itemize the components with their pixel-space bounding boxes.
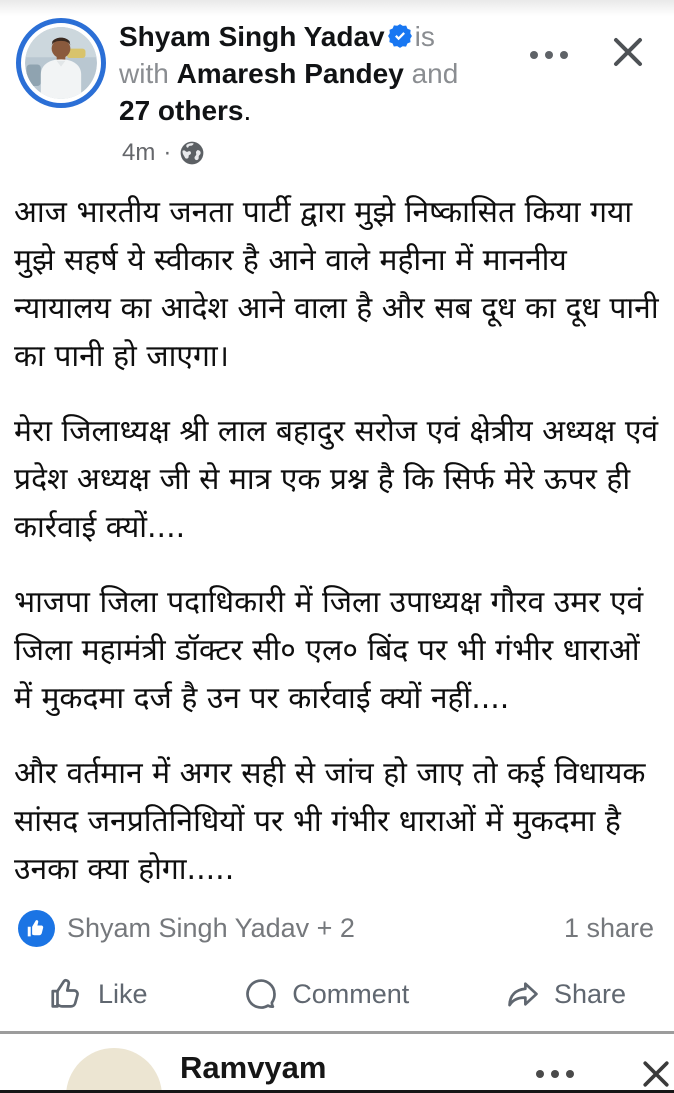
- social-proof-row: [0, 894, 674, 947]
- verified-badge-icon: [387, 21, 413, 47]
- and-label: and: [411, 58, 459, 89]
- action-bar: [0, 947, 674, 1013]
- with-label: with: [119, 58, 169, 89]
- close-icon[interactable]: [608, 32, 648, 77]
- more-options-icon[interactable]: [528, 45, 570, 65]
- share-count[interactable]: 1 share: [563, 913, 654, 943]
- post-header: [0, 18, 674, 129]
- post-paragraph: भाजपा जिला पदाधिकारी में जिला उपाध्यक्ष गौरव उमर एवं जिला महामंत्री डॉक्टर सी० एल० बिंद पर भी गंभीर धाराओं में मुकदमा दर्ज है उन पर कार्रवाई क्यों नहीं....: [14, 585, 644, 716]
- next-post-author-name[interactable]: Ramvyam: [180, 1050, 327, 1085]
- timestamp-row: [0, 129, 674, 167]
- like-button[interactable]: [48, 975, 148, 1013]
- author-name[interactable]: Shyam Singh Yadav: [119, 21, 385, 52]
- comment-icon: [242, 975, 280, 1013]
- timestamp-dot: ·: [163, 139, 172, 166]
- share-icon: [504, 975, 542, 1013]
- like-button-label: Like: [98, 978, 148, 1009]
- comment-button-label: Comment: [292, 978, 410, 1009]
- next-post-close-icon[interactable]: [638, 1056, 674, 1093]
- share-button[interactable]: [504, 975, 626, 1013]
- post-paragraph: मेरा जिलाध्यक्ष श्री लाल बहादुर सरोज एवं क्षेत्रीय अध्यक्ष एवं प्रदेश अध्यक्ष जी से मात्र एक प्रश्न है कि सिर्फ मेरे ऊपर ही कार्रवाई क्यों....: [14, 414, 659, 545]
- next-post-more-options-icon[interactable]: [536, 1070, 574, 1078]
- others-count-link[interactable]: 27 others: [119, 95, 244, 126]
- post-paragraph: आज भारतीय जनता पार्टी द्वारा मुझे निष्कासित किया गया मुझे सहर्ष ये स्वीकार है आने वाले महीना में माननीय न्यायालय का आदेश आने वाला है और सब दूध का दूध पानी का पानी हो जाएगा।: [14, 195, 659, 374]
- like-reaction-icon[interactable]: [18, 910, 55, 947]
- next-post-avatar[interactable]: [66, 1048, 162, 1093]
- next-post-card: [0, 1034, 674, 1085]
- like-outline-icon: [48, 975, 86, 1013]
- post-body: [0, 167, 674, 894]
- avatar-photo: [25, 27, 97, 99]
- sentence-period: .: [243, 95, 252, 126]
- post-paragraph: और वर्तमान में अगर सही से जांच हो जाए तो कई विधायक सांसद जनप्रतिनिधियों पर भी गंभीर धाराओं में मुकदमा है उनका क्या होगा.....: [14, 756, 646, 887]
- is-label: is: [414, 21, 435, 52]
- post-header-text: [106, 18, 528, 129]
- globe-icon: [179, 140, 205, 166]
- reactions-summary[interactable]: Shyam Singh Yadav + 2: [67, 913, 355, 943]
- post-header-actions: [528, 18, 658, 77]
- tagged-friend-name[interactable]: Amaresh Pandey: [176, 58, 404, 89]
- avatar[interactable]: [16, 18, 106, 108]
- share-button-label: Share: [553, 978, 626, 1009]
- timestamp[interactable]: 4m: [122, 139, 156, 166]
- comment-button[interactable]: [242, 975, 409, 1013]
